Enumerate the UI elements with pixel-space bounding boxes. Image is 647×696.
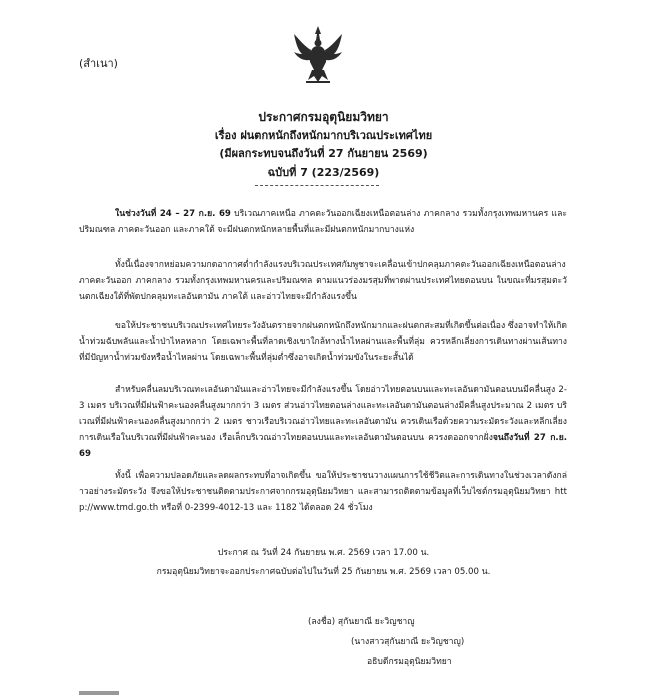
copy-mark: (สำเนา) [79, 57, 118, 70]
cause-text: ทั้งนี้เนื่องจากหย่อมความกดอากาศต่ำกำลังแรงบริเวณประเทศกัมพูชาจะเคลื่อนเข้าปกคลุมภาคตะวันออกเฉียงเหนือตอนล่าง ภาคตะวันออก ภาคกลาง รวมทั้งกรุงเทพมหานครและปริมณฑล ตามแนวร่องมรสุมที่พาดผ่านประเทศไทยตอนบน ในขณะที่มรสุมตะวันตกเฉียงใต้ที่พัดปกคลุมทะเลอันดามัน ภาคใต้ และอ่าวไทยจะมีกำลังแรงขึ้น [79, 260, 567, 302]
issued-datetime: ประกาศ ณ วันที่ 24 กันยายน พ.ศ. 2569 เวลา 17.00 น. [217, 548, 430, 558]
effective-period: (มีผลกระทบจนถึงวันที่ 27 กันยายน 2569) [219, 147, 428, 160]
issue-number: ฉบับที่ 7 (223/2569) [267, 166, 380, 179]
marine-text: สำหรับคลื่นลมบริเวณทะเลอันดามันและอ่าวไทยจะมีกำลังแรงขึ้น โดยอ่าวไทยตอนบนและทะเลอันดามันตอนบนมีคลื่นสูง 2-3 เมตร บริเวณที่มีฝนฟ้าคะนองคลื่นสูงมากกว่า 3 เมตร ส่วนอ่าวไทยตอนล่างและทะเลอันดามันตอนล่างมีคลื่นสูงประมาณ 2 เมตร บริเวณที่มีฝนฟ้าคะนองคลื่นสูงมากกว่า 2 เมตร ชาวเรือบริเวณอ่าวไทยและทะเลอันดามัน ควรเดินเรือด้วยความระมัดระวังและหลีกเลี่ยงการเดินเรือในบริเวณที่มีฝนฟ้าคะนอง เรือเล็กบริเวณอ่าวไทยตอนบนและทะเลอันดามันตอนบน ควรงดออกจากฝั่ง [79, 385, 567, 443]
announcement-subject: เรื่อง ฝนตกหนักถึงหนักมากบริเวณประเทศไทย [214, 129, 433, 142]
announcement-title: ประกาศกรมอุตุนิยมวิทยา [258, 110, 389, 124]
signatory-name: (นางสาวสุกันยาณี ยะวิญชาญู) [351, 637, 465, 647]
next-issue-datetime: กรมอุตุนิยมวิทยาจะออกประกาศฉบับต่อไปในวันที่ 25 กันยายน พ.ศ. 2569 เวลา 05.00 น. [156, 567, 491, 577]
cropped-footer-text [79, 688, 119, 696]
separator-line [255, 185, 379, 186]
garuda-emblem-icon [292, 24, 344, 84]
signature-line: (ลงชื่อ) สุกันยาณี ยะวิญชาญู [308, 617, 415, 627]
warning-text: ขอให้ประชาชนบริเวณประเทศไทยระวังอันตรายจากฝนตกหนักถึงหนักมากและฝนตกสะสมที่เกิดขึ้นต่อเนื่อง ซึ่งอาจทำให้เกิดน้ำท่วมฉับพลันและน้ำป่าไหลหลาก โดยเฉพาะพื้นที่ลาดเชิงเขาใกล้ทางน้ำไหลผ่านและพื้นที่ลุ่ม ควรหลีกเลี่ยงการเดินทางผ่านเส้นทางที่มีปัญหาน้ำท่วมขังหรือน้ำไหลผ่าน โดยเฉพาะพื้นที่ลุ่มต่ำซึ่งอาจเกิดน้ำท่วมขังในระยะสั้นได้ [79, 321, 567, 363]
paragraph-forecast [79, 206, 567, 238]
advice-text: ทั้งนี้ เพื่อความปลอดภัยและลดผลกระทบที่อาจเกิดขึ้น ขอให้ประชาชนวางแผนการใช้ชีวิตและการเดินทางในช่วงเวลาดังกล่าวอย่างระมัดระวัง จึงขอให้ประชาชนติดตามประกาศจากกรมอุตุนิยมวิทยา และสามารถติดตามข้อมูลที่เว็บไซต์กรมอุตุนิยมวิทยา http://www.tmd.go.th หรือที่ 0-2399-4012-13 และ 1182 ได้ตลอด 24 ชั่วโมง [79, 471, 567, 513]
forecast-text: บริเวณภาคเหนือ ภาคตะวันออกเฉียงเหนือตอนล่าง ภาคกลาง รวมทั้งกรุงเทพมหานคร และปริมณฑล ภาคตะวันออก และภาคใต้ จะมีฝนตกหนักหลายพื้นที่และมีฝนตกหนักมากบางแห่ง [79, 209, 567, 235]
paragraph-warning [79, 318, 567, 366]
marine-until-date: จนถึงวันที่ 27 ก.ย. 69 [79, 433, 567, 459]
signatory-position: อธิบดีกรมอุตุนิยมวิทยา [367, 657, 452, 667]
paragraph-marine [79, 382, 567, 462]
forecast-period: ในช่วงวันที่ 24 – 27 ก.ย. 69 [115, 209, 231, 219]
paragraph-advice [79, 468, 567, 516]
paragraph-cause [79, 257, 567, 305]
